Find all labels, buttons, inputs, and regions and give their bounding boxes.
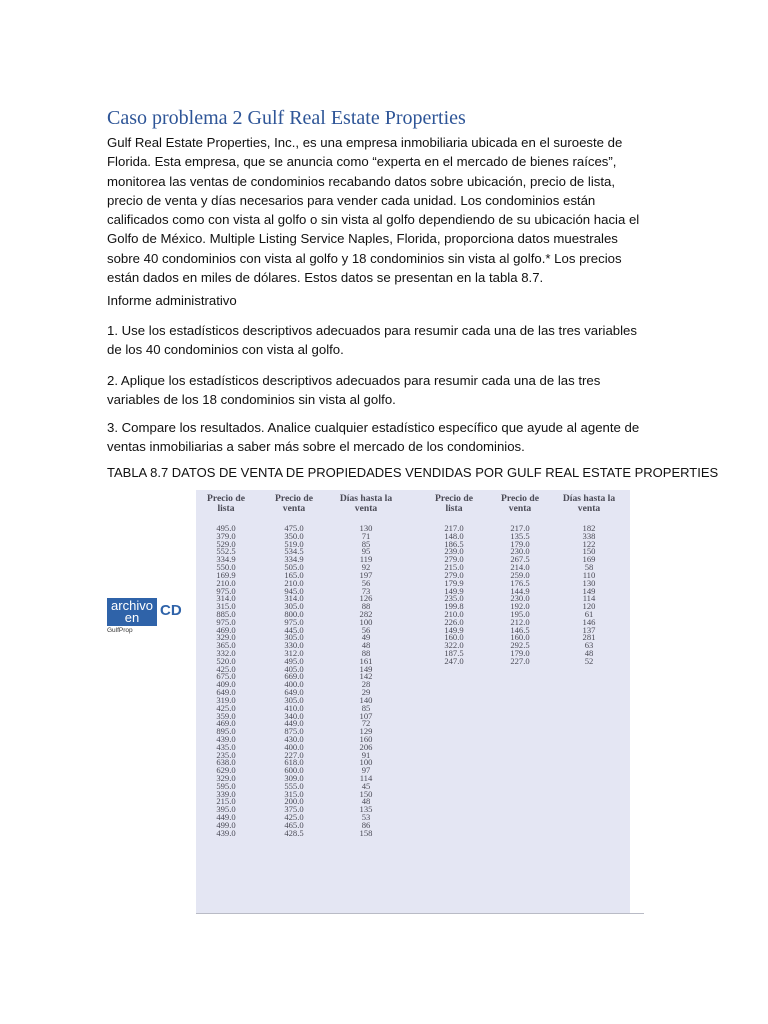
column-nogulf-days <box>559 490 619 666</box>
table-cell: 339.0 <box>216 788 236 799</box>
table-cell: 169 <box>582 554 596 565</box>
header-nogulf-list-price: Precio de lista <box>435 493 473 514</box>
table-cell: 214.0 <box>510 562 530 573</box>
table-cell: 395.0 <box>216 804 236 815</box>
table-cell: 215.0 <box>216 796 236 807</box>
table-cell: 217.0 <box>444 523 464 533</box>
table-cell: 439.0 <box>216 827 236 838</box>
table-cell: 405.0 <box>284 663 304 674</box>
question-1: 1. Use los estadísticos descriptivos adecuados para resumir cada una de las tres variables de los 40 condominios con vista al golfo. <box>107 323 637 358</box>
table-cell: 135 <box>359 804 373 815</box>
table-cell: 329.0 <box>216 773 236 783</box>
question-3: 3. Compare los resultados. Analice cualquier estadístico específico que ayude al agente de ventas inmobiliarias a saber más sobre el mercado de los condominios. <box>107 420 640 455</box>
table-cell: 649.0 <box>216 687 236 698</box>
table-cell: 469.0 <box>216 718 236 729</box>
table-cell: 179.9 <box>444 577 464 588</box>
table-cell: 148.0 <box>444 530 464 541</box>
table-cell: 199.8 <box>444 601 464 612</box>
values-gulf-sale-price <box>269 525 319 838</box>
table-cell: 305.0 <box>284 632 304 643</box>
table-cell: 259.0 <box>510 569 530 580</box>
table-cell: 200.0 <box>284 796 304 807</box>
column-gulf-sale-price <box>269 490 319 838</box>
table-cell: 379.0 <box>216 530 236 541</box>
table-cell: 475.0 <box>284 523 304 533</box>
table-cell: 197 <box>359 569 373 580</box>
table-cell: 110 <box>582 569 596 580</box>
table-cell: 160.0 <box>444 632 464 643</box>
table-cell: 160 <box>359 733 373 744</box>
table-cell: 334.9 <box>216 554 236 565</box>
table-cell: 86 <box>361 819 371 830</box>
table-cell: 137 <box>582 624 596 635</box>
table-cell: 230.0 <box>510 593 530 604</box>
table-cell: 217.0 <box>510 523 530 533</box>
table-cell: 305.0 <box>284 694 304 705</box>
table-cell: 130 <box>359 523 373 533</box>
table-cell: 595.0 <box>216 780 236 791</box>
table-cell: 322.0 <box>444 640 464 651</box>
table-cell: 534.5 <box>284 546 304 557</box>
table-cell: 975.0 <box>216 585 236 596</box>
table-cell: 149.9 <box>444 624 464 635</box>
table-cell: 97 <box>361 765 371 776</box>
values-nogulf-days <box>559 525 619 666</box>
table-cell: 107 <box>359 710 373 721</box>
table-cell: 150 <box>359 788 373 799</box>
table-cell: 161 <box>359 655 373 666</box>
table-cell: 210.0 <box>444 608 464 619</box>
table-cell: 192.0 <box>510 601 530 612</box>
sales-data-table <box>196 490 630 913</box>
table-cell: 91 <box>361 749 371 760</box>
column-nogulf-sale-price <box>495 490 545 666</box>
table-cell: 72 <box>361 718 371 729</box>
table-cell: 314.0 <box>284 593 304 604</box>
table-cell: 675.0 <box>216 671 236 682</box>
table-cell: 179.0 <box>510 538 530 549</box>
table-cell: 52 <box>584 655 594 666</box>
table-cell: 334.9 <box>284 554 304 565</box>
table-cell: 600.0 <box>284 765 304 776</box>
table-caption: TABLA 8.7 DATOS DE VENTA DE PROPIEDADES VENDIDAS POR GULF REAL ESTATE PROPERTIES <box>107 465 719 480</box>
table-cell: 649.0 <box>284 687 304 698</box>
table-cell: 315.0 <box>216 601 236 612</box>
header-nogulf-days: Días hasta la venta <box>562 493 616 514</box>
table-cell: 449.0 <box>216 812 236 823</box>
table-cell: 425.0 <box>216 702 236 713</box>
table-cell: 495.0 <box>284 655 304 666</box>
table-cell: 28 <box>361 679 371 690</box>
table-cell: 179.0 <box>510 648 530 658</box>
table-cell: 332.0 <box>216 648 236 658</box>
table-cell: 53 <box>361 812 371 823</box>
table-cell: 100 <box>359 616 373 627</box>
table-cell: 122 <box>582 538 596 549</box>
file-name: GulfProp <box>107 627 133 634</box>
table-cell: 282 <box>359 608 373 619</box>
table-cell: 430.0 <box>284 733 304 744</box>
table-cell: 227.0 <box>284 749 304 760</box>
table-cell: 435.0 <box>216 741 236 752</box>
table-cell: 210.0 <box>284 577 304 588</box>
table-cell: 469.0 <box>216 624 236 635</box>
table-cell: 56 <box>361 577 371 588</box>
table-cell: 975.0 <box>216 616 236 627</box>
values-nogulf-sale-price <box>495 525 545 666</box>
table-cell: 495.0 <box>216 523 236 533</box>
table-cell: 58 <box>584 562 594 573</box>
table-cell: 186.5 <box>444 538 464 549</box>
cd-icon: CD <box>160 602 182 619</box>
table-cell: 552.5 <box>216 546 236 557</box>
table-cell: 95 <box>361 546 371 557</box>
header-gulf-days: Días hasta la venta <box>339 493 393 514</box>
values-gulf-list-price <box>201 525 251 838</box>
table-cell: 215.0 <box>444 562 464 573</box>
values-nogulf-list-price <box>429 525 479 666</box>
table-cell: 281 <box>582 632 596 643</box>
table-cell: 309.0 <box>284 773 304 783</box>
table-cell: 359.0 <box>216 710 236 721</box>
table-cell: 499.0 <box>216 819 236 830</box>
table-cell: 329.0 <box>216 632 236 643</box>
table-bottom-rule <box>196 913 644 914</box>
table-cell: 182 <box>582 523 596 533</box>
table-cell: 375.0 <box>284 804 304 815</box>
table-cell: 206 <box>359 741 373 752</box>
table-cell: 618.0 <box>284 757 304 768</box>
table-cell: 350.0 <box>284 530 304 541</box>
column-gulf-days <box>336 490 396 838</box>
table-cell: 144.9 <box>510 585 530 596</box>
table-cell: 48 <box>361 640 371 651</box>
table-cell: 330.0 <box>284 640 304 651</box>
question-2: 2. Aplique los estadísticos descriptivos adecuados para resumir cada una de las tres variables de los 18 condominios sin vista al golfo. <box>107 373 601 408</box>
table-cell: 48 <box>361 796 371 807</box>
table-cell: 400.0 <box>284 679 304 690</box>
header-gulf-list-price: Precio de lista <box>207 493 245 514</box>
table-cell: 88 <box>361 601 371 612</box>
intro-paragraph: Gulf Real Estate Properties, Inc., es una empresa inmobiliaria ubicada en el suroeste de Florida. Esta empresa, que se anuncia como “experta en el mercado de bienes raíces”, monitorea las ventas de condominios recabando datos sobre ubicación, precio de lista, precio de venta y días necesarios para vender cada unidad. Los condominios están calificados como con vista al golfo o sin vista al golfo dependiendo de su ubicación hacia el Golfo de México. Multiple Listing Service Naples, Florida, proporciona datos muestrales sobre 40 condominios con vista al golfo y 18 condominios sin vista al golfo.* Los precios están dados en miles de dólares. Estos datos se presentan en la tabla 8.7. <box>107 135 640 286</box>
table-cell: 160.0 <box>510 632 530 643</box>
table-cell: 126 <box>359 593 373 604</box>
table-cell: 945.0 <box>284 585 304 596</box>
table-cell: 129 <box>359 726 373 737</box>
table-cell: 975.0 <box>284 616 304 627</box>
table-cell: 235.0 <box>216 749 236 760</box>
table-cell: 305.0 <box>284 601 304 612</box>
table-cell: 142 <box>359 671 373 682</box>
table-cell: 449.0 <box>284 718 304 729</box>
table-cell: 550.0 <box>216 562 236 573</box>
table-cell: 885.0 <box>216 608 236 619</box>
archivo-cd-badge <box>107 598 182 634</box>
table-cell: 149 <box>359 663 373 674</box>
table-cell: 119 <box>359 554 373 565</box>
header-gulf-sale-price: Precio de venta <box>275 493 313 514</box>
table-cell: 425.0 <box>216 663 236 674</box>
table-cell: 149.9 <box>444 585 464 596</box>
table-cell: 85 <box>361 538 371 549</box>
table-cell: 409.0 <box>216 679 236 690</box>
report-heading: Informe administrativo <box>107 293 237 308</box>
table-cell: 92 <box>361 562 371 573</box>
table-cell: 158 <box>359 827 373 838</box>
table-cell: 235.0 <box>444 593 464 604</box>
badge-line1: archivo <box>111 598 153 613</box>
table-cell: 239.0 <box>444 546 464 557</box>
table-cell: 400.0 <box>284 741 304 752</box>
table-cell: 267.5 <box>510 554 530 565</box>
table-cell: 176.5 <box>510 577 530 588</box>
table-cell: 165.0 <box>284 569 304 580</box>
table-cell: 114 <box>359 773 373 783</box>
table-cell: 210.0 <box>216 577 236 588</box>
table-cell: 669.0 <box>284 671 304 682</box>
table-cell: 505.0 <box>284 562 304 573</box>
table-cell: 73 <box>361 585 371 596</box>
table-cell: 71 <box>361 530 371 541</box>
table-cell: 875.0 <box>284 726 304 737</box>
table-cell: 56 <box>361 624 371 635</box>
table-cell: 149 <box>582 585 596 596</box>
column-gulf-list-price <box>201 490 251 838</box>
table-cell: 114 <box>582 593 596 604</box>
table-cell: 61 <box>584 608 594 619</box>
table-cell: 465.0 <box>284 819 304 830</box>
table-cell: 212.0 <box>510 616 530 627</box>
archivo-en-label <box>107 598 157 626</box>
table-cell: 279.0 <box>444 569 464 580</box>
table-cell: 319.0 <box>216 694 236 705</box>
table-cell: 226.0 <box>444 616 464 627</box>
table-cell: 230.0 <box>510 546 530 557</box>
table-cell: 520.0 <box>216 655 236 666</box>
table-cell: 227.0 <box>510 655 530 666</box>
table-cell: 49 <box>361 632 371 643</box>
table-cell: 88 <box>361 648 371 658</box>
table-cell: 629.0 <box>216 765 236 776</box>
table-cell: 292.5 <box>510 640 530 651</box>
table-cell: 140 <box>359 694 373 705</box>
table-cell: 120 <box>582 601 596 612</box>
column-nogulf-list-price <box>429 490 479 666</box>
values-gulf-days <box>336 525 396 838</box>
table-cell: 410.0 <box>284 702 304 713</box>
header-nogulf-sale-price: Precio de venta <box>501 493 539 514</box>
table-cell: 555.0 <box>284 780 304 791</box>
table-cell: 800.0 <box>284 608 304 619</box>
table-cell: 100 <box>359 757 373 768</box>
table-cell: 195.0 <box>510 608 530 619</box>
table-cell: 130 <box>582 577 596 588</box>
table-cell: 45 <box>361 780 371 791</box>
table-cell: 315.0 <box>284 788 304 799</box>
table-cell: 428.5 <box>284 827 304 838</box>
table-cell: 29 <box>361 687 371 698</box>
table-cell: 519.0 <box>284 538 304 549</box>
table-cell: 340.0 <box>284 710 304 721</box>
table-cell: 895.0 <box>216 726 236 737</box>
table-cell: 135.5 <box>510 530 530 541</box>
table-cell: 247.0 <box>444 655 464 666</box>
table-cell: 63 <box>584 640 594 651</box>
table-cell: 150 <box>582 546 596 557</box>
table-cell: 365.0 <box>216 640 236 651</box>
table-cell: 338 <box>582 530 596 541</box>
table-cell: 312.0 <box>284 648 304 658</box>
badge-line2: en <box>124 610 140 625</box>
table-cell: 85 <box>361 702 371 713</box>
table-cell: 187.5 <box>444 648 464 658</box>
table-cell: 48 <box>584 648 594 658</box>
table-cell: 314.0 <box>216 593 236 604</box>
table-cell: 445.0 <box>284 624 304 635</box>
table-cell: 425.0 <box>284 812 304 823</box>
table-cell: 529.0 <box>216 538 236 549</box>
table-cell: 638.0 <box>216 757 236 768</box>
case-title: Caso problema 2 Gulf Real Estate Properties <box>107 107 466 129</box>
table-cell: 279.0 <box>444 554 464 565</box>
table-cell: 169.9 <box>216 569 236 580</box>
table-cell: 439.0 <box>216 733 236 744</box>
table-cell: 146.5 <box>510 624 530 635</box>
table-cell: 146 <box>582 616 596 627</box>
